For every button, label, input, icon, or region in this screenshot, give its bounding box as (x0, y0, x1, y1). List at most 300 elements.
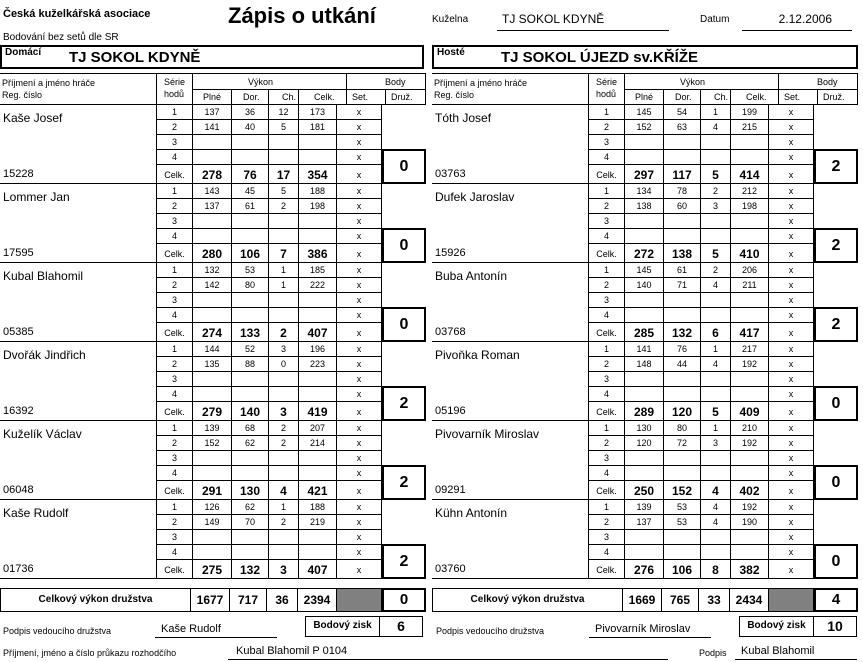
series-row (589, 278, 813, 293)
series-ch (269, 466, 299, 481)
series-dor: 45 (232, 184, 269, 199)
player-total-label: Celk. (157, 481, 193, 500)
series-plne: 140 (625, 278, 664, 293)
series-number: 3 (589, 135, 625, 150)
series-plne (625, 214, 664, 229)
series-row (589, 150, 813, 165)
away-col-celk: Celk. (746, 92, 767, 102)
series-plne: 149 (193, 515, 232, 530)
series-plne (625, 466, 664, 481)
series-ch: 4 (701, 515, 731, 530)
series-row (589, 500, 813, 515)
player-total-ch: 8 (701, 560, 731, 579)
series-dor (232, 466, 269, 481)
series-ch (269, 451, 299, 466)
series-celk: 206 (731, 263, 769, 278)
series-row (589, 184, 813, 199)
player-name: Tóth Josef (435, 111, 492, 125)
series-dor: 70 (232, 515, 269, 530)
player-total-celk: 410 (731, 244, 769, 263)
series-dor (664, 451, 701, 466)
player-total-ch: 4 (269, 481, 299, 500)
player-total-row (589, 165, 813, 184)
player-total-celk: 354 (299, 165, 337, 184)
series-celk: 188 (299, 500, 337, 515)
player-name: Lommer Jan (3, 190, 70, 204)
player-total-plne: 279 (193, 402, 232, 421)
series-row (157, 451, 381, 466)
player-total-row (157, 244, 381, 263)
series-set-points: x (356, 532, 362, 542)
player-total-row (157, 165, 381, 184)
player-total-set: x (788, 328, 794, 338)
away-team-box (432, 45, 858, 69)
series-plne (625, 150, 664, 165)
series-ch: 1 (269, 263, 299, 278)
series-row (157, 135, 381, 150)
series-ch: 1 (701, 105, 731, 120)
series-plne: 141 (193, 120, 232, 135)
series-set-points: x (356, 502, 362, 512)
series-set-points: x (788, 186, 794, 196)
series-row (589, 229, 813, 244)
player-name: Pivoňka Roman (435, 348, 520, 362)
series-ch (701, 372, 731, 387)
player-total-celk: 407 (299, 323, 337, 342)
player-name: Buba Antonín (435, 269, 508, 283)
series-set-points: x (788, 122, 794, 132)
series-set-points: x (356, 265, 362, 275)
away-total-dor: 765 (661, 588, 699, 612)
away-col-series-2: hodů (596, 89, 617, 99)
series-dor: 80 (664, 421, 701, 436)
series-dor: 54 (664, 105, 701, 120)
series-ch: 3 (701, 199, 731, 214)
series-set-points: x (788, 152, 794, 162)
series-ch (701, 545, 731, 560)
series-dor (664, 466, 701, 481)
home-player (0, 342, 426, 421)
player-total-dor: 132 (232, 560, 269, 579)
player-team-points: 0 (382, 307, 426, 342)
series-celk (299, 214, 337, 229)
series-set-points: x (356, 310, 362, 320)
player-total-row (157, 402, 381, 421)
series-set-points: x (788, 265, 794, 275)
away-leader-name: Pivovarník Miroslav (595, 623, 691, 635)
series-ch (269, 229, 299, 244)
player-total-plne: 272 (625, 244, 664, 263)
player-total-row (589, 323, 813, 342)
home-col-body: Body (385, 77, 406, 87)
series-dor: 76 (664, 342, 701, 357)
player-total-dor: 138 (664, 244, 701, 263)
series-plne (193, 293, 232, 308)
player-total-celk: 414 (731, 165, 769, 184)
home-points-gain-label: Bodový zisk (306, 617, 380, 636)
home-column-header (0, 73, 426, 105)
series-celk: 212 (731, 184, 769, 199)
away-col-set: Set. (784, 92, 801, 102)
series-number: 2 (157, 436, 193, 451)
series-celk: 198 (731, 199, 769, 214)
home-total-ch: 36 (266, 588, 298, 612)
player-total-set: x (356, 170, 362, 180)
player-total-ch: 5 (701, 244, 731, 263)
series-celk (299, 545, 337, 560)
player-reg-number: 17595 (3, 247, 34, 259)
series-row (589, 530, 813, 545)
series-dor: 78 (664, 184, 701, 199)
player-total-set: x (788, 565, 794, 575)
series-set-points: x (356, 438, 362, 448)
player-team-points: 0 (814, 544, 858, 579)
series-row (589, 545, 813, 560)
series-plne (625, 293, 664, 308)
series-dor (232, 530, 269, 545)
away-points-gain-label: Bodový zisk (740, 617, 814, 636)
date-field (742, 9, 852, 31)
series-row (157, 293, 381, 308)
signature-label: Podpis (699, 648, 727, 658)
series-set-points: x (356, 359, 362, 369)
series-dor (232, 214, 269, 229)
away-label: Hosté (437, 47, 465, 58)
series-set-points: x (356, 468, 362, 478)
series-celk: 215 (731, 120, 769, 135)
series-ch: 5 (269, 120, 299, 135)
series-row (157, 150, 381, 165)
player-reg-number: 05385 (3, 326, 34, 338)
series-row (589, 293, 813, 308)
series-row (157, 229, 381, 244)
series-plne: 145 (625, 105, 664, 120)
series-celk: 196 (299, 342, 337, 357)
series-celk (299, 308, 337, 323)
series-set-points: x (788, 107, 794, 117)
series-row (157, 278, 381, 293)
series-plne (193, 308, 232, 323)
series-number: 3 (157, 214, 193, 229)
series-plne: 152 (193, 436, 232, 451)
series-set-points: x (356, 295, 362, 305)
series-plne: 142 (193, 278, 232, 293)
series-number: 1 (157, 263, 193, 278)
series-dor (664, 214, 701, 229)
home-total-dor: 717 (229, 588, 267, 612)
player-total-ch: 17 (269, 165, 299, 184)
series-celk: 210 (731, 421, 769, 436)
home-col-druz: Druž. (391, 92, 413, 102)
series-set-points: x (788, 216, 794, 226)
away-points-gain-value: 10 (827, 618, 843, 634)
series-row (157, 214, 381, 229)
series-ch (269, 545, 299, 560)
away-player (432, 263, 858, 342)
series-ch (701, 387, 731, 402)
player-total-dor: 152 (664, 481, 701, 500)
series-celk (299, 466, 337, 481)
away-hdr-div (663, 89, 664, 104)
series-row (589, 421, 813, 436)
series-celk (731, 308, 769, 323)
series-ch (701, 150, 731, 165)
series-dor (232, 229, 269, 244)
away-total-row (432, 588, 858, 612)
venue-value: TJ SOKOL KDYNĚ (502, 12, 605, 26)
series-celk (731, 229, 769, 244)
series-grid (588, 421, 814, 500)
series-row (589, 515, 813, 530)
series-dor: 62 (232, 436, 269, 451)
series-dor: 68 (232, 421, 269, 436)
player-team-points: 2 (382, 465, 426, 500)
series-number: 2 (589, 120, 625, 135)
series-dor: 53 (664, 515, 701, 530)
series-set-points: x (356, 201, 362, 211)
series-row (157, 199, 381, 214)
player-total-plne: 275 (193, 560, 232, 579)
series-dor: 53 (664, 500, 701, 515)
series-number: 2 (589, 278, 625, 293)
series-row (589, 308, 813, 323)
player-total-label: Celk. (157, 402, 193, 421)
player-divider (0, 578, 156, 579)
home-col-series-2: hodů (164, 89, 185, 99)
series-grid (588, 184, 814, 263)
series-plne (193, 135, 232, 150)
scoring-note: Bodování bez setů dle SR (3, 32, 119, 43)
series-plne: 120 (625, 436, 664, 451)
series-set-points: x (356, 152, 362, 162)
player-reg-number: 05196 (435, 405, 466, 417)
series-plne (193, 387, 232, 402)
series-celk: 173 (299, 105, 337, 120)
series-celk: 192 (731, 436, 769, 451)
series-ch: 3 (269, 342, 299, 357)
series-set-points: x (788, 502, 794, 512)
association-name: Česká kuželkářská asociace (3, 8, 151, 20)
player-reg-number: 03760 (435, 563, 466, 575)
series-row (157, 120, 381, 135)
series-celk (731, 387, 769, 402)
series-number: 4 (589, 466, 625, 481)
series-dor: 60 (664, 199, 701, 214)
series-dor (664, 545, 701, 560)
series-plne: 148 (625, 357, 664, 372)
away-col-name: Příjmení a jméno hráče (434, 78, 528, 88)
series-number: 1 (157, 184, 193, 199)
player-total-set: x (788, 486, 794, 496)
series-celk (731, 214, 769, 229)
home-player (0, 421, 426, 500)
series-ch (701, 530, 731, 545)
series-dor (232, 308, 269, 323)
series-celk: 190 (731, 515, 769, 530)
series-number: 1 (589, 342, 625, 357)
home-hdr-div (231, 89, 232, 104)
player-team-points: 0 (382, 228, 426, 263)
series-number: 2 (157, 120, 193, 135)
home-hdr-div (346, 89, 426, 90)
home-leader-field (155, 619, 277, 638)
player-total-label: Celk. (589, 323, 625, 342)
series-plne: 135 (193, 357, 232, 372)
series-row (589, 372, 813, 387)
series-plne: 139 (193, 421, 232, 436)
player-total-row (589, 402, 813, 421)
series-dor: 80 (232, 278, 269, 293)
series-celk: 188 (299, 184, 337, 199)
player-total-celk: 407 (299, 560, 337, 579)
player-total-ch: 6 (701, 323, 731, 342)
series-ch (269, 308, 299, 323)
series-plne (193, 150, 232, 165)
series-celk (731, 135, 769, 150)
player-total-set: x (788, 170, 794, 180)
player-total-dor: 120 (664, 402, 701, 421)
player-total-celk: 402 (731, 481, 769, 500)
series-number: 3 (157, 372, 193, 387)
series-celk (731, 466, 769, 481)
series-plne: 134 (625, 184, 664, 199)
player-reg-number: 16392 (3, 405, 34, 417)
series-plne: 137 (193, 199, 232, 214)
series-plne: 130 (625, 421, 664, 436)
player-name: Kühn Antonín (435, 506, 508, 520)
home-team-box (0, 45, 424, 69)
series-number: 3 (589, 214, 625, 229)
series-celk: 207 (299, 421, 337, 436)
series-grid (156, 500, 382, 579)
series-number: 4 (157, 545, 193, 560)
home-total-sets-shaded (336, 588, 382, 612)
series-ch: 2 (269, 436, 299, 451)
series-ch: 3 (701, 436, 731, 451)
series-set-points: x (356, 186, 362, 196)
series-set-points: x (788, 438, 794, 448)
player-team-points: 0 (814, 465, 858, 500)
series-set-points: x (788, 231, 794, 241)
series-row (157, 357, 381, 372)
series-plne: 139 (625, 500, 664, 515)
series-celk (731, 530, 769, 545)
series-ch: 4 (701, 357, 731, 372)
series-dor (664, 150, 701, 165)
series-celk (299, 387, 337, 402)
series-plne (625, 451, 664, 466)
series-celk: 223 (299, 357, 337, 372)
series-celk: 214 (299, 436, 337, 451)
player-total-plne: 274 (193, 323, 232, 342)
series-plne: 145 (625, 263, 664, 278)
series-row (589, 263, 813, 278)
series-ch: 12 (269, 105, 299, 120)
series-set-points: x (788, 310, 794, 320)
series-grid (156, 184, 382, 263)
player-total-dor: 132 (664, 323, 701, 342)
series-celk: 198 (299, 199, 337, 214)
series-grid (156, 421, 382, 500)
player-total-celk: 409 (731, 402, 769, 421)
series-row (157, 466, 381, 481)
home-col-vykon: Výkon (248, 77, 274, 87)
series-number: 2 (157, 199, 193, 214)
player-total-plne: 297 (625, 165, 664, 184)
series-set-points: x (356, 231, 362, 241)
player-total-row (589, 244, 813, 263)
away-leader-label: Podpis vedoucího družstva (436, 626, 545, 636)
away-player (432, 184, 858, 263)
series-plne (625, 229, 664, 244)
home-player (0, 184, 426, 263)
away-col-dor: Dor. (675, 92, 692, 102)
away-total-celk: 2434 (729, 588, 769, 612)
series-ch: 4 (701, 278, 731, 293)
home-col-reg: Reg. číslo (2, 90, 43, 100)
series-number: 1 (589, 105, 625, 120)
home-hdr-div (385, 89, 386, 104)
series-row (157, 342, 381, 357)
series-set-points: x (788, 547, 794, 557)
series-plne (193, 214, 232, 229)
player-name: Kubal Blahomil (3, 269, 84, 283)
player-total-label: Celk. (589, 560, 625, 579)
player-name: Kaše Josef (3, 111, 63, 125)
player-total-row (157, 481, 381, 500)
series-ch: 4 (701, 500, 731, 515)
series-dor (664, 135, 701, 150)
series-set-points: x (788, 359, 794, 369)
player-total-set: x (356, 249, 362, 259)
series-number: 1 (589, 184, 625, 199)
series-dor (664, 372, 701, 387)
series-dor (664, 308, 701, 323)
player-total-dor: 106 (232, 244, 269, 263)
series-row (589, 135, 813, 150)
series-row (589, 342, 813, 357)
series-number: 4 (157, 466, 193, 481)
player-reg-number: 01736 (3, 563, 34, 575)
series-ch: 5 (269, 184, 299, 199)
home-total-plne: 1677 (190, 588, 230, 612)
home-scoresheet (0, 73, 426, 585)
series-number: 1 (157, 421, 193, 436)
player-reg-number: 09291 (435, 484, 466, 496)
series-plne (193, 229, 232, 244)
series-celk (299, 229, 337, 244)
series-ch (701, 466, 731, 481)
series-number: 4 (589, 308, 625, 323)
home-leader-name: Kaše Rudolf (161, 623, 221, 635)
series-celk: 192 (731, 357, 769, 372)
series-dor: 88 (232, 357, 269, 372)
series-number: 3 (589, 451, 625, 466)
player-total-dor: 130 (232, 481, 269, 500)
away-total-label: Celkový výkon družstva (432, 588, 622, 612)
away-col-druz: Druž. (823, 92, 845, 102)
series-celk (299, 293, 337, 308)
player-name: Dvořák Jindřich (3, 348, 86, 362)
series-celk: 219 (299, 515, 337, 530)
away-leader-field (589, 619, 711, 638)
series-set-points: x (356, 344, 362, 354)
series-ch (701, 135, 731, 150)
away-hdr-div (730, 89, 731, 104)
away-col-body: Body (817, 77, 838, 87)
series-number: 3 (589, 372, 625, 387)
away-col-plne: Plné (635, 92, 654, 102)
